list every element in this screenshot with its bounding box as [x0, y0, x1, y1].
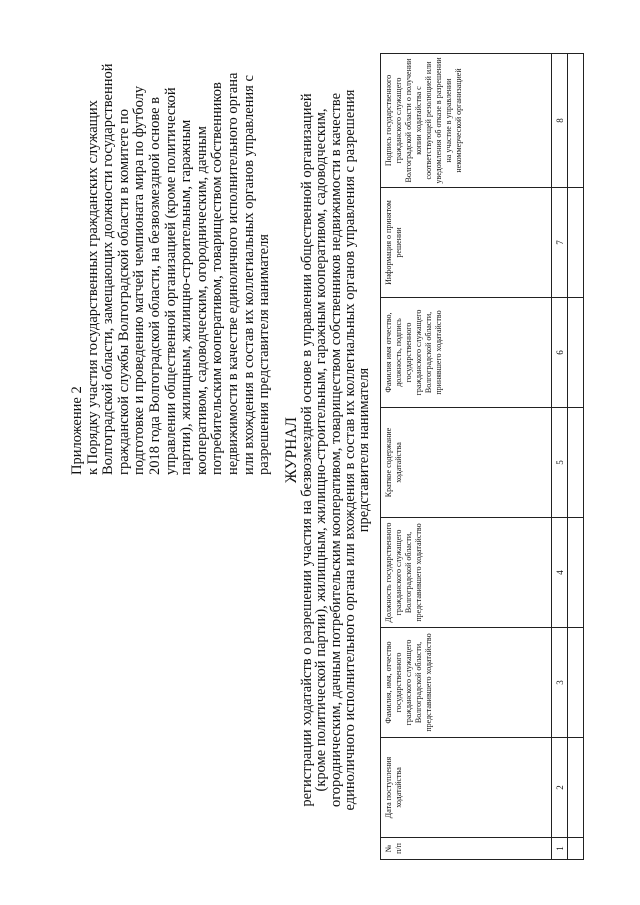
appendix-line: к Порядку участия государственных гражданских служащих — [84, 100, 101, 475]
column-number: 7 — [552, 188, 568, 298]
appendix-line: недвижимости в качестве единоличного исполнительного органа — [224, 72, 241, 475]
column-number: 3 — [552, 628, 568, 738]
column-header: Фамилия имя отчество, должность, подпись государственного гражданского служащего Волгоградской области, принявшего ходатайство — [381, 298, 552, 408]
column-number: 2 — [552, 738, 568, 838]
journal-line: (кроме политической партии), жилищным, жилищно-строительным, гаражным кооперативом, садоводческим, — [313, 108, 330, 792]
column-header: № п/п — [381, 838, 552, 860]
journal-line: представителя нанимателя — [356, 367, 373, 533]
column-number: 6 — [552, 298, 568, 408]
empty-cell — [568, 54, 584, 188]
appendix-line: управлении общественной организацией (кроме политической — [162, 87, 179, 475]
column-header: Информация о принятом решении — [381, 188, 552, 298]
registration-table — [380, 53, 584, 860]
column-number: 1 — [552, 838, 568, 860]
column-header: Должность государственного гражданского служащего Волгоградской области, представившего ходатайство — [381, 518, 552, 628]
column-header: Фамилия, имя, отчество государственного гражданского служащего Волгоградской области, представившего ходатайство — [381, 628, 552, 738]
appendix-header — [70, 20, 273, 475]
journal-line: единоличного исполнительного органа или вхождения в состав их коллегиальных органов управления с разрешения — [341, 89, 358, 811]
table-header-row — [381, 54, 552, 860]
column-number: 8 — [552, 54, 568, 188]
empty-cell — [568, 738, 584, 838]
column-number-row — [552, 54, 568, 860]
column-number: 5 — [552, 408, 568, 518]
appendix-line: разрешения представителя нанимателя — [256, 234, 273, 475]
journal-title: ЖУРНАЛ — [283, 416, 300, 484]
journal-heading — [285, 20, 371, 880]
empty-cell — [568, 518, 584, 628]
column-header: Дата поступления ходатайства — [381, 738, 552, 838]
empty-cell — [568, 298, 584, 408]
appendix-line: гражданской службы Волгоградской области в комитете по — [115, 108, 132, 475]
appendix-line: 2018 года Волгоградской области, на безвозмездной основе в — [146, 96, 163, 475]
journal-line: регистрации ходатайств о разрешении участия на безвозмездной основе в управлении общественной организацией — [299, 93, 316, 807]
column-header: Краткое содержание ходатайства — [381, 408, 552, 518]
appendix-line: Приложение 2 — [69, 386, 85, 475]
rotated-document-sheet — [40, 20, 600, 880]
column-header: Подпись государственного гражданского служащего Волгоградской области о получении копии ходатайства с соответствующей резолюцией или уведомления об отказе в разрешении на участие в управлении некоммерческой организацией — [381, 54, 552, 188]
empty-cell — [568, 188, 584, 298]
empty-cell — [568, 408, 584, 518]
appendix-line: Волгоградской области, замещающих должности государственной — [100, 63, 117, 475]
appendix-line: или вхождения в состав их коллегиальных органов управления с — [240, 75, 257, 475]
column-number: 4 — [552, 518, 568, 628]
appendix-line: партии), жилищным, жилищно-строительным, гаражным — [178, 119, 195, 475]
appendix-line: кооперативом, садоводческим, огородническим, дачным — [193, 126, 210, 475]
empty-cell — [568, 628, 584, 738]
appendix-line: потребительским кооперативом, товариществом собственников — [209, 82, 226, 475]
appendix-line: подготовке и проведению матчей чемпионата мира по футболу — [131, 85, 148, 475]
journal-line: огородническим, дачным потребительским кооперативом, товариществом собственников недвижимости в качестве — [327, 92, 344, 808]
table-row — [568, 54, 584, 860]
empty-cell — [568, 838, 584, 860]
